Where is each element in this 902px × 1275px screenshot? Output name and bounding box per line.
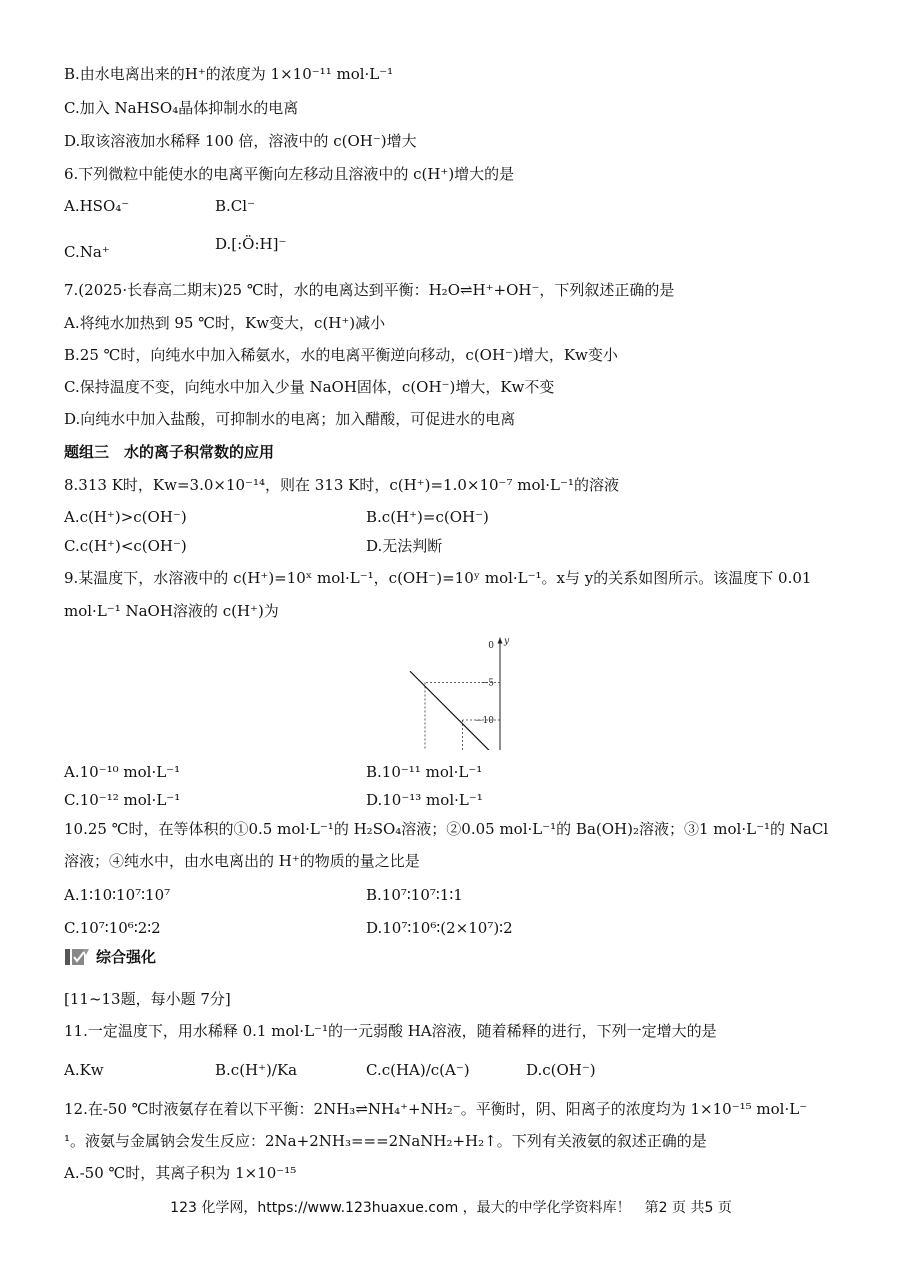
scoring-note: [11~13题，每小题 7分] (64, 990, 231, 1008)
q5-option-b: B.由水电离出来的H⁺的浓度为 1×10⁻¹¹ mol·L⁻¹ (64, 65, 394, 83)
q7-option-c: C.保持温度不变，向纯水中加入少量 NaOH固体，c(OH⁻)增大，Kw不变 (64, 378, 555, 396)
page-footer: 123 化学网，https://www.123huaxue.com ，最大的中学化学资料库！ 第2 页 共5 页 (170, 1200, 732, 1216)
q9-option-a: A.10⁻¹⁰ mol·L⁻¹ (64, 763, 181, 781)
q7-option-a: A.将纯水加热到 95 ℃时，Kw变大，c(H⁺)减小 (64, 314, 386, 332)
q8-option-d: D.无法判断 (366, 537, 443, 555)
q8-option-c: C.c(H⁺)<c(OH⁻) (64, 537, 187, 555)
question-11: 11.一定温度下，用水稀释 0.1 mol·L⁻¹的一元弱酸 HA溶液，随着稀释的进行，下列一定增大的是 (64, 1022, 717, 1040)
section-heading: 综合强化 (96, 948, 157, 966)
question-12-cont: ¹。液氨与金属钠会发生反应：2Na+2NH₃===2NaNH₂+H₂↑。下列有关液氨的叙述正确的是 (64, 1132, 707, 1150)
q6-option-d: D.[:Ö:H]⁻ (215, 235, 287, 253)
y-tick-label: −10 (475, 716, 494, 726)
q5-option-c: C.加入 NaHSO₄晶体抑制水的电离 (64, 99, 299, 117)
q10-option-c: C.10⁷∶10⁶∶2∶2 (64, 919, 161, 937)
q10-option-d: D.10⁷∶10⁶∶(2×10⁷)∶2 (366, 919, 513, 937)
q9-option-c: C.10⁻¹² mol·L⁻¹ (64, 791, 181, 809)
question-8: 8.313 K时，Kw=3.0×10⁻¹⁴，则在 313 K时，c(H⁺)=1.0×10⁻⁷ mol·L⁻¹的溶液 (64, 476, 619, 494)
question-10-cont: 溶液；④纯水中，由水电离出的 H⁺的物质的量之比是 (64, 852, 420, 870)
question-7: 7.(2025·长春高二期末)25 ℃时，水的电离达到平衡：H₂O⇌H⁺+OH⁻，下列叙述正确的是 (64, 281, 675, 299)
section-marker-icon (64, 947, 90, 967)
q8-option-b: B.c(H⁺)=c(OH⁻) (366, 508, 489, 526)
y-tick-label: −5 (480, 678, 494, 689)
q6-option-c: C.Na⁺ (64, 243, 110, 261)
q6-option-a: A.HSO₄⁻ (64, 197, 130, 215)
q7-option-d: D.向纯水中加入盐酸，可抑制水的电离；加入醋酸，可促进水的电离 (64, 410, 516, 428)
q10-option-b: B.10⁷∶10⁷∶1∶1 (366, 886, 463, 904)
q8-option-a: A.c(H⁺)>c(OH⁻) (64, 508, 187, 526)
q9-option-b: B.10⁻¹¹ mol·L⁻¹ (366, 763, 483, 781)
question-6: 6.下列微粒中能使水的电离平衡向左移动且溶液中的 c(H⁺)增大的是 (64, 165, 515, 183)
q6-option-b: B.Cl⁻ (215, 197, 255, 215)
question-9-cont: mol·L⁻¹ NaOH溶液的 c(H⁺)为 (64, 602, 279, 620)
question-9: 9.某温度下，水溶液中的 c(H⁺)=10ˣ mol·L⁻¹，c(OH⁻)=10ʸ mol·L⁻¹。x与 y的关系如图所示。该温度下 0.01 (64, 569, 812, 587)
q11-option-a: A.Kw (64, 1061, 104, 1079)
q12-option-a: A.-50 ℃时，其离子积为 1×10⁻¹⁵ (64, 1164, 297, 1182)
q10-option-a: A.1∶10∶10⁷∶10⁷ (64, 886, 171, 904)
group-3-heading: 题组三 水的离子积常数的应用 (64, 443, 275, 461)
q11-option-d: D.c(OH⁻) (526, 1061, 596, 1079)
q11-option-c: C.c(HA)/c(A⁻) (366, 1061, 470, 1079)
xy-relation-chart (380, 630, 530, 750)
q5-option-d: D.取该溶液加水稀释 100 倍，溶液中的 c(OH⁻)增大 (64, 132, 417, 150)
question-10: 10.25 ℃时，在等体积的①0.5 mol·L⁻¹的 H₂SO₄溶液；②0.05 mol·L⁻¹的 Ba(OH)₂溶液；③1 mol·L⁻¹的 NaCl (64, 820, 829, 838)
q9-option-d: D.10⁻¹³ mol·L⁻¹ (366, 791, 483, 809)
q7-option-b: B.25 ℃时，向纯水中加入稀氨水，水的电离平衡逆向移动，c(OH⁻)增大，Kw变小 (64, 346, 618, 364)
y-axis-arrow (498, 638, 503, 644)
y-tick-label: 0 (488, 641, 494, 651)
question-12: 12.在-50 ℃时液氨存在着以下平衡：2NH₃⇌NH₄⁺+NH₂⁻。平衡时，阴、阳离子的浓度均为 1×10⁻¹⁵ mol·L⁻ (64, 1100, 808, 1118)
y-axis-label: y (504, 636, 510, 647)
q11-option-b: B.c(H⁺)/Ka (215, 1061, 298, 1079)
